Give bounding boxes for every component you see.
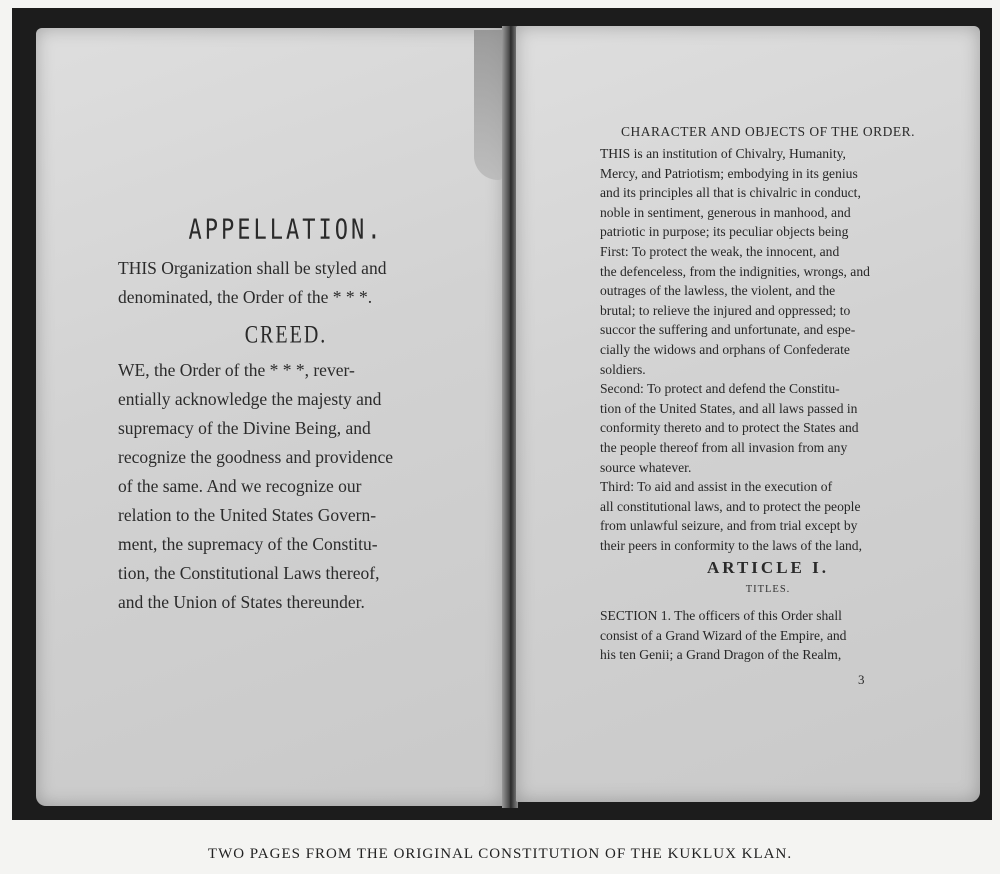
text-line: of the same. And we recognize our [118,476,362,496]
text-line: tion, the Constitutional Laws thereof, [118,563,380,583]
creed-heading: CREED. [244,321,328,349]
text-line: tion of the United States, and all laws passed in [600,400,858,416]
figure-caption: TWO PAGES FROM THE ORIGINAL CONSTITUTION OF THE KUKLUX KLAN. [207,846,793,862]
titles-subheading: TITLES. [745,584,791,595]
torn-binding [474,30,504,180]
text-line: and the Union of States thereunder. [118,592,365,612]
appellation-heading: APPELLATION. [188,214,384,247]
text-line: recognize the goodness and providence [118,447,394,467]
text-line: noble in sentiment, generous in manhood, and [600,204,851,220]
text-line: brutal; to relieve the injured and oppressed; to [600,302,851,318]
book-photograph [12,8,992,820]
text-line: conformity thereto and to protect the States and [600,420,859,436]
text-line: from unlawful seizure, and from trial except by [600,518,858,534]
text-line: his ten Genii; a Grand Dragon of the Realm, [600,647,842,663]
text-line: SECTION 1. The officers of this Order shall [600,608,842,623]
article-heading: ARTICLE I. [707,558,829,577]
text-line: consist of a Grand Wizard of the Empire, and [600,627,847,643]
left-page [36,28,504,806]
text-line: soldiers. [600,361,646,377]
text-line: the defenceless, from the indignities, wrongs, and [600,263,870,279]
appellation-paragraph [118,254,470,312]
section-one-text [600,606,934,665]
text-line: succor the suffering and unfortunate, and espe- [600,322,856,338]
text-line: relation to the United States Govern- [118,505,377,525]
right-page [516,26,980,802]
text-line: the people thereof from all invasion from any [600,439,848,455]
text-line: Third: To aid and assist in the execution of [600,479,833,495]
creed-paragraph [118,356,470,617]
text-line: WE, the Order of the * * *, rever- [118,360,355,380]
text-line: their peers in conformity to the laws of the land, [600,537,862,553]
text-line: cially the widows and orphans of Confederate [600,341,850,357]
text-line: source whatever. [600,459,692,475]
page-number: 3 [858,672,865,687]
text-line: Mercy, and Patriotism; embodying in its genius [600,165,858,181]
character-objects-body [600,144,934,555]
text-line: ment, the supremacy of the Constitu- [118,534,378,554]
character-objects-heading: CHARACTER AND OBJECTS OF THE ORDER. [620,124,916,139]
text-line: THIS is an institution of Chivalry, Humanity, [600,146,846,161]
text-line: all constitutional laws, and to protect the people [600,498,861,514]
text-line: supremacy of the Divine Being, and [118,418,371,438]
text-line: outrages of the lawless, the violent, and the [600,283,836,299]
text-line: Second: To protect and defend the Constitu- [600,381,840,397]
text-line: and its principles all that is chivalric in conduct, [600,185,861,201]
text-line: patriotic in purpose; its peculiar objects being [600,224,849,240]
text-line: First: To protect the weak, the innocent, and [600,243,840,259]
text-line: entially acknowledge the majesty and [118,389,382,409]
text-line: denominated, the Order of the * * *. [118,287,373,307]
text-line: THIS Organization shall be styled and [118,258,387,278]
